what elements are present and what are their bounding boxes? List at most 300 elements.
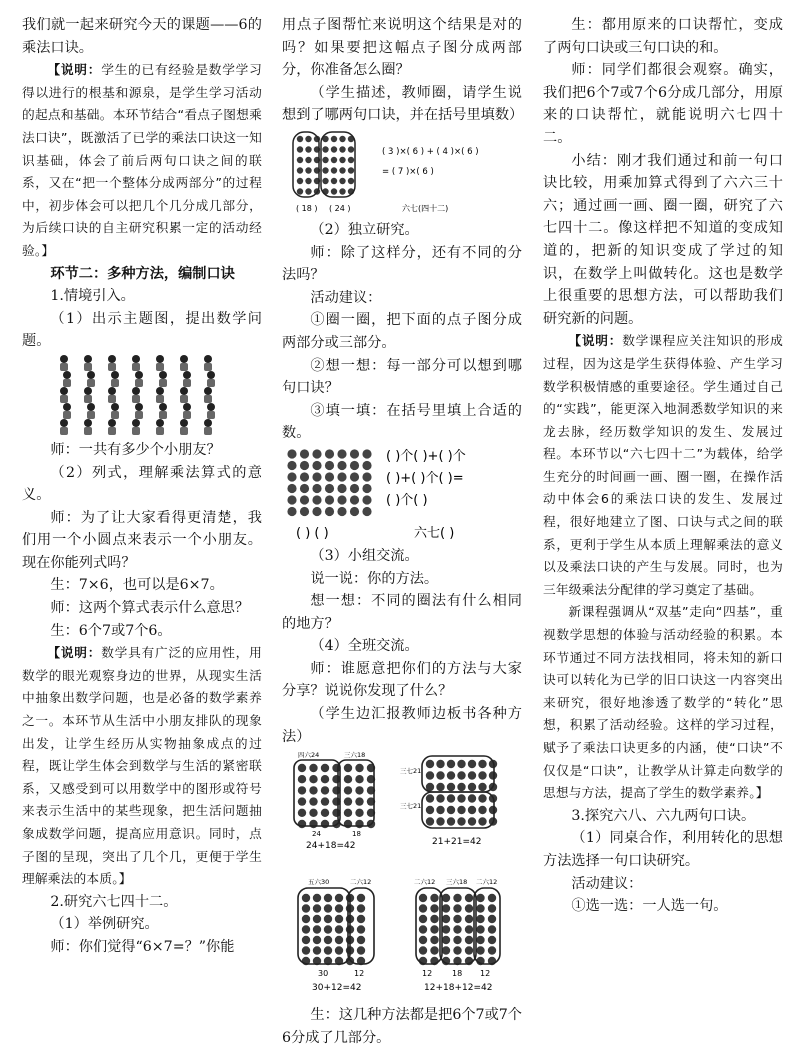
child-figure xyxy=(87,403,95,411)
dot xyxy=(476,926,484,934)
dot xyxy=(357,926,365,934)
activity-item: ③填一填：在括号里填上合适的数。 xyxy=(282,402,522,442)
method-equation: 12+18+12=42 xyxy=(424,983,493,994)
dot xyxy=(339,178,345,184)
dot xyxy=(436,795,444,803)
dot xyxy=(300,461,309,470)
dot xyxy=(426,760,434,768)
dot xyxy=(488,936,496,944)
dot xyxy=(430,936,438,944)
dot xyxy=(313,905,321,913)
child-figure xyxy=(156,427,164,435)
child-figure xyxy=(84,419,92,427)
dot xyxy=(430,915,438,923)
child-figure xyxy=(111,403,119,411)
dot xyxy=(355,798,363,806)
dot xyxy=(430,894,438,902)
child-figure xyxy=(156,419,164,427)
dot xyxy=(476,936,484,944)
child-figure xyxy=(204,419,212,427)
child-figure xyxy=(87,371,95,379)
dot xyxy=(337,461,346,470)
column-1 xyxy=(22,14,262,959)
dot xyxy=(325,449,334,458)
step-text: （4）全班交流。 xyxy=(310,638,419,655)
child-figure xyxy=(207,411,215,419)
child-figure xyxy=(87,411,95,419)
dot xyxy=(297,178,303,184)
dot xyxy=(331,157,337,163)
dot xyxy=(325,472,334,481)
step-text: （3）小组交流。 xyxy=(310,547,419,564)
child-figure xyxy=(180,355,188,363)
dot xyxy=(488,947,496,955)
dot xyxy=(453,905,461,913)
dot-grid xyxy=(287,449,371,516)
dot xyxy=(331,178,337,184)
method-1 xyxy=(298,764,375,828)
child-figure xyxy=(207,371,215,379)
dot xyxy=(453,936,461,944)
child-figure xyxy=(60,395,68,403)
dot xyxy=(339,167,345,173)
activity-heading: 活动建议： xyxy=(310,289,382,306)
dot xyxy=(478,760,486,768)
child-figure xyxy=(108,427,116,435)
group-value: 12 xyxy=(354,969,365,979)
group-value: 18 xyxy=(452,969,463,979)
note-body: 学生的已有经验是数学学习得以进行的根基和源泉，是学生学习活动的起点和基础。本环节结合“看点子图想乘法口诀”，既激活了已学的乘法口诀这一知识基础，体会了前后两句口诀之间的联系，又在“把一个整体分成两部分”的过程中，初步体会可以把几个几分成几部分，为后续口诀的自主研究积累一定的活动经验。】 xyxy=(22,62,262,258)
dot xyxy=(447,818,455,826)
dot xyxy=(309,764,317,772)
dot xyxy=(321,820,329,828)
child-figure xyxy=(132,419,140,427)
dot xyxy=(344,798,352,806)
dot xyxy=(447,772,455,780)
dot xyxy=(442,926,450,934)
dot xyxy=(302,936,310,944)
group-value: 12 xyxy=(480,969,491,979)
dot xyxy=(302,947,310,955)
step-text: （2）列式，理解乘法算式的意义。 xyxy=(22,464,262,504)
dot xyxy=(298,798,306,806)
column-2 xyxy=(282,14,522,1049)
fill-label: 六七(四十二) xyxy=(402,203,449,213)
dot xyxy=(465,905,473,913)
child-figure xyxy=(63,411,71,419)
dot xyxy=(457,806,465,814)
dot xyxy=(297,146,303,152)
dot xyxy=(287,484,296,493)
dot xyxy=(453,947,461,955)
activity-item: 想一想：不同的圈法有什么相同的地方？ xyxy=(282,593,522,632)
student-line: 生：7×6，也可以是6×7。 xyxy=(50,577,224,594)
dot xyxy=(419,915,427,923)
child-figure xyxy=(204,387,212,395)
dot xyxy=(339,146,345,152)
child-figure xyxy=(60,363,68,371)
dot xyxy=(322,146,328,152)
dot xyxy=(337,484,346,493)
child-figure xyxy=(132,395,140,403)
dot xyxy=(302,926,310,934)
dot xyxy=(313,936,321,944)
dot xyxy=(453,894,461,902)
child-figure xyxy=(204,355,212,363)
child-figure xyxy=(135,403,143,411)
dot xyxy=(357,894,365,902)
dot xyxy=(436,783,444,791)
dot xyxy=(465,915,473,923)
child-figure xyxy=(156,395,164,403)
dot xyxy=(337,495,346,504)
group-label: 三六18 xyxy=(446,878,468,887)
dot xyxy=(325,484,334,493)
child-figure xyxy=(180,419,188,427)
dot xyxy=(298,820,306,828)
dot xyxy=(305,167,311,173)
dot xyxy=(350,461,359,470)
dot xyxy=(305,178,311,184)
dot xyxy=(478,806,486,814)
child-figure xyxy=(111,411,119,419)
child-figure xyxy=(135,411,143,419)
step-heading: 2.研究六七四十二。 xyxy=(50,893,178,910)
dot xyxy=(300,449,309,458)
child-figure xyxy=(63,403,71,411)
group-circle xyxy=(293,132,319,197)
dot xyxy=(468,772,476,780)
dot xyxy=(362,495,371,504)
dot xyxy=(457,818,465,826)
dot xyxy=(312,507,321,516)
child-figure xyxy=(180,387,188,395)
dot xyxy=(465,936,473,944)
dot xyxy=(325,495,334,504)
student-line: 生：这几种方法都是把6个7或7个6分成了几部分。 xyxy=(282,1007,522,1046)
dot xyxy=(324,926,332,934)
dot xyxy=(337,449,346,458)
dot xyxy=(287,507,296,516)
step-text: （1）同桌合作，利用转化的思想方法选择一句口诀研究。 xyxy=(543,830,783,869)
child-figure xyxy=(159,403,167,411)
dot xyxy=(355,820,363,828)
child-figure xyxy=(111,379,119,387)
dot xyxy=(312,495,321,504)
blank-line: ( )+( )个( )= xyxy=(386,470,464,486)
student-line: 生：都用原来的口诀帮忙，变成了两句口诀或三句口诀的和。 xyxy=(543,17,783,56)
dot xyxy=(309,775,317,783)
dot xyxy=(335,915,343,923)
dot xyxy=(298,775,306,783)
teacher-line: 师：除了这样分，还有不同的分法吗？ xyxy=(282,244,522,284)
dot xyxy=(302,894,310,902)
dot xyxy=(430,926,438,934)
child-figure xyxy=(111,371,119,379)
note-label: 【说明： xyxy=(47,62,102,78)
dot xyxy=(465,947,473,955)
dot xyxy=(324,947,332,955)
dot xyxy=(335,947,343,955)
dot xyxy=(447,806,455,814)
child-figure xyxy=(207,403,215,411)
dot xyxy=(313,915,321,923)
note-3 xyxy=(543,330,783,601)
child-figure xyxy=(159,371,167,379)
dot xyxy=(488,915,496,923)
activity-item: ②想一想：每一部分可以想到哪句口诀？ xyxy=(282,357,522,397)
dot xyxy=(309,786,317,794)
equation-line: ( 3 )×( 6 ) + ( 4 )×( 6 ) xyxy=(382,146,479,157)
methods-figure xyxy=(282,748,522,1004)
dot xyxy=(419,905,427,913)
summary: 小结：刚才我们通过和前一句口诀比较，用乘加算式得到了六六三十六；通过画一画、圈一圈，研究了六七四十二。像这样把不知道的变成知道的，把新的知识变成了学过的知识，在数学上叫做转化。这也是数学上很重要的思想方法，可以帮助我们研究新的问题。 xyxy=(543,152,783,327)
dot xyxy=(321,775,329,783)
child-figure xyxy=(159,379,167,387)
child-figure xyxy=(132,427,140,435)
dot xyxy=(300,495,309,504)
child-figure xyxy=(60,387,68,395)
dot xyxy=(350,495,359,504)
dot xyxy=(324,894,332,902)
child-figure xyxy=(108,387,116,395)
dot xyxy=(300,472,309,481)
dot xyxy=(426,772,434,780)
dot xyxy=(362,484,371,493)
dot xyxy=(313,926,321,934)
child-figure xyxy=(84,363,92,371)
group-label: 三七21 xyxy=(400,802,422,811)
method-equation: 21+21=42 xyxy=(432,837,482,848)
dot xyxy=(476,915,484,923)
dot xyxy=(331,188,337,194)
child-figure xyxy=(180,427,188,435)
activity-item: ①圈一圈，把下面的点子图分成两部分或三部分。 xyxy=(282,312,522,351)
dot xyxy=(325,507,334,516)
child-figure xyxy=(204,427,212,435)
dot xyxy=(297,157,303,163)
child-figure xyxy=(207,379,215,387)
child-figure xyxy=(63,379,71,387)
dot xyxy=(419,926,427,934)
dot xyxy=(313,947,321,955)
dot xyxy=(447,760,455,768)
dot xyxy=(478,818,486,826)
step-heading: 3.探究六八、六九两句口诀。 xyxy=(571,807,756,824)
group-label: 二六12 xyxy=(476,878,498,887)
dot xyxy=(297,188,303,194)
dot xyxy=(348,178,354,184)
teacher-line: 师：谁愿意把你们的方法与大家分享？说说你发现了什么？ xyxy=(282,660,522,700)
dot xyxy=(447,783,455,791)
group-label: 二六12 xyxy=(350,878,372,887)
dot xyxy=(465,894,473,902)
dot xyxy=(344,786,352,794)
dot xyxy=(322,167,328,173)
dot xyxy=(322,178,328,184)
dot xyxy=(476,905,484,913)
dot xyxy=(309,809,317,817)
dot xyxy=(305,136,311,142)
dot xyxy=(335,905,343,913)
group-label: 三六18 xyxy=(344,751,366,760)
dot xyxy=(355,775,363,783)
dot xyxy=(478,795,486,803)
activity-item: 说一说：你的方法。 xyxy=(310,570,439,587)
dot xyxy=(436,772,444,780)
blank-line: 六七( ) xyxy=(414,525,455,541)
dot xyxy=(457,772,465,780)
blank-line: ( )个( )+( )个 xyxy=(386,448,466,464)
child-figure xyxy=(108,363,116,371)
dot xyxy=(297,167,303,173)
child-figure xyxy=(183,403,191,411)
section-heading: 环节二：多种方法，编制口诀 xyxy=(50,265,235,282)
children-rows xyxy=(60,355,215,435)
paragraph: 用点子图帮忙来说明这个结果是对的吗？如果要把这幅点子图分成两部分，你准备怎么圈？ xyxy=(282,17,522,79)
dot xyxy=(426,806,434,814)
child-figure xyxy=(132,363,140,371)
group-value: 18 xyxy=(352,830,361,839)
dot xyxy=(357,905,365,913)
dot xyxy=(447,795,455,803)
child-figure xyxy=(183,371,191,379)
dot xyxy=(312,484,321,493)
child-figure xyxy=(108,419,116,427)
dot xyxy=(309,798,317,806)
dot xyxy=(362,449,371,458)
dot xyxy=(287,495,296,504)
child-figure xyxy=(87,379,95,387)
dot xyxy=(357,936,365,944)
dot xyxy=(324,936,332,944)
note-label: 【说明： xyxy=(568,333,623,349)
dot xyxy=(348,146,354,152)
blank-line: ( )个( ) xyxy=(386,492,428,508)
dot xyxy=(337,472,346,481)
dot xyxy=(312,461,321,470)
dot xyxy=(350,484,359,493)
teacher-question: 师：一共有多少个小朋友？ xyxy=(50,441,221,458)
dot xyxy=(298,764,306,772)
paragraph: （学生边汇报教师边板书各种方法） xyxy=(282,706,522,745)
group-value: 24 xyxy=(312,830,321,839)
dot xyxy=(430,947,438,955)
dot xyxy=(339,157,345,163)
group-label: 三七21 xyxy=(400,767,422,776)
dot xyxy=(348,167,354,173)
dot xyxy=(348,157,354,163)
dot xyxy=(476,947,484,955)
teacher-line: 师：为了让大家看得更清楚，我们用一个小圆点来表示一个小朋友。现在你能列式吗？ xyxy=(22,509,262,571)
dot xyxy=(419,936,427,944)
child-figure xyxy=(132,355,140,363)
dot xyxy=(357,915,365,923)
equation-line: = ( 7 )×( 6 ) xyxy=(382,166,434,177)
dot xyxy=(436,818,444,826)
dot xyxy=(468,795,476,803)
dot xyxy=(335,936,343,944)
teacher-line: 师：同学们都很会观察。确实，我们把6个7或7个6分成几部分，用原来的口诀帮忙，就能说明六七四十二。 xyxy=(543,62,783,146)
fill-label: ( 24 ) xyxy=(329,203,351,213)
child-figure xyxy=(204,395,212,403)
dot xyxy=(478,772,486,780)
blank-line: ( ) ( ) xyxy=(296,525,329,541)
dot xyxy=(344,764,352,772)
children-illustration xyxy=(22,353,262,439)
dot xyxy=(362,472,371,481)
teacher-line: 师：你们觉得“6×7=？”你能 xyxy=(50,938,235,955)
note-label: 【说明： xyxy=(47,645,102,661)
child-figure xyxy=(183,411,191,419)
dot xyxy=(419,894,427,902)
activity-heading: 活动建议： xyxy=(571,875,643,892)
child-figure xyxy=(135,371,143,379)
child-figure xyxy=(108,355,116,363)
dot xyxy=(355,809,363,817)
note-body: 数学课程应关注知识的形成过程，因为这是学生获得体验、产生学习数学积极情感的重要途径。学生通过自己的“实践”，能更深入地洞悉数学知识的来龙去脉，经历数学知识的发生、发展过程。本环节以“六七四十二”为载体，给学生充分的时间画一画、圈一圈，在操作活动中体会6的乘法口诀的发生、发展过程，很好地建立了图、口诀与式之间的联系，更利于学生从本质上理解乘法的意义以及乘法口诀的产生与发展。同时，也为三年级乘法分配律的学习奠定了基础。 xyxy=(543,333,783,597)
dot xyxy=(302,905,310,913)
child-figure xyxy=(60,419,68,427)
fill-label: ( 18 ) xyxy=(296,203,318,213)
group-label: 二六12 xyxy=(414,878,436,887)
child-figure xyxy=(135,379,143,387)
child-figure xyxy=(84,427,92,435)
dot xyxy=(350,472,359,481)
dot xyxy=(442,915,450,923)
paragraph: 我们就一起来研究今天的课题——6的乘法口诀。 xyxy=(22,17,262,56)
dot xyxy=(339,188,345,194)
dot xyxy=(337,507,346,516)
dot xyxy=(468,760,476,768)
dot xyxy=(488,926,496,934)
paragraph: （学生描述，教师圈，请学生说想到了哪两句口诀，并在括号里填数） xyxy=(282,84,524,124)
method-equation: 24+18=42 xyxy=(306,841,356,852)
dot xyxy=(302,915,310,923)
child-figure xyxy=(156,355,164,363)
dot xyxy=(297,136,303,142)
child-figure xyxy=(108,395,116,403)
dot xyxy=(321,809,329,817)
dot xyxy=(321,764,329,772)
dot xyxy=(488,894,496,902)
dot xyxy=(344,775,352,783)
dot xyxy=(324,905,332,913)
step-heading: 1.情境引入。 xyxy=(50,288,135,305)
dot xyxy=(457,795,465,803)
dot xyxy=(489,772,497,780)
dot xyxy=(355,786,363,794)
dot-grid xyxy=(297,136,354,195)
note-2 xyxy=(22,642,262,891)
note-4: 新课程强调从“双基”走向“四基”，重视数学思想的体验与活动经验的积累。本环节通过不同方法找相同，将未知的新口诀可以转化为已学的旧口诀这一内容突出来研究，很好地渗透了数学的“转化”思想，积累了活动经验。这样的学习过程，赋予了乘法口诀更多的内涵，使“口诀”不仅仅是“口诀”，让教学从计算走向数学的思想与方法，提高了学生的数学素养。】 xyxy=(543,604,783,801)
dot xyxy=(419,947,427,955)
dot xyxy=(321,798,329,806)
dot xyxy=(305,146,311,152)
group-label: 四六24 xyxy=(298,751,320,760)
dot xyxy=(331,167,337,173)
dot xyxy=(457,783,465,791)
dot xyxy=(287,472,296,481)
dot xyxy=(298,809,306,817)
dot xyxy=(287,461,296,470)
group-value: 12 xyxy=(422,969,433,979)
dot xyxy=(325,461,334,470)
dot xyxy=(298,786,306,794)
dot xyxy=(331,136,337,142)
group-label: 五六30 xyxy=(308,878,330,887)
method-equation: 30+12=42 xyxy=(312,983,362,994)
